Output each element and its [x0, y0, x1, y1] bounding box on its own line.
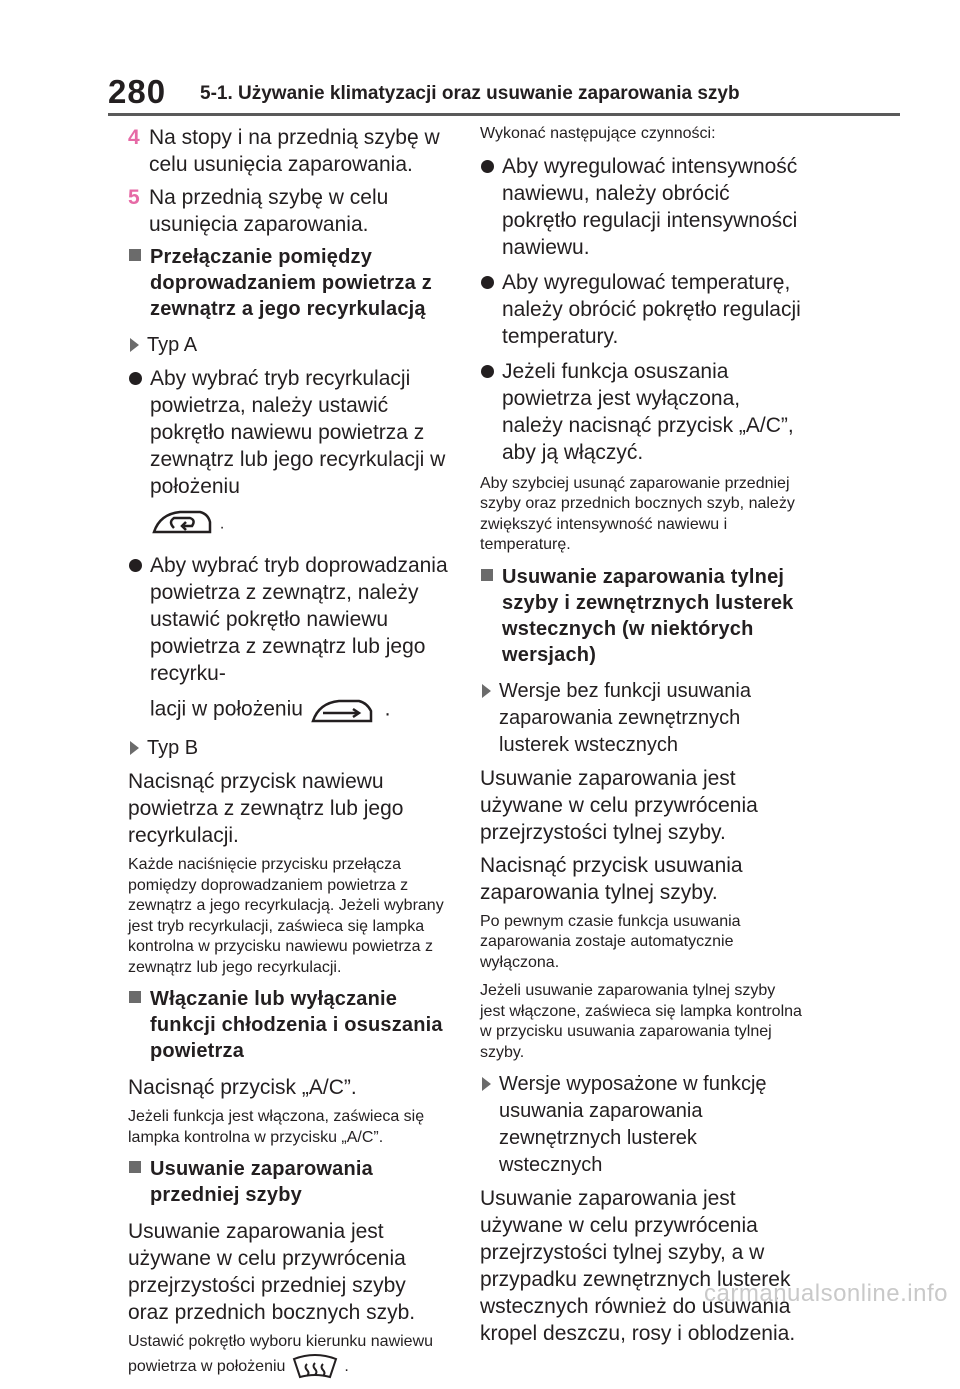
- left-column: [128, 124, 450, 1389]
- bullet-recirculation: [128, 365, 450, 544]
- bullet-text: Aby wyregulować temperaturę, należy obrócić pokrętło regulacji temperatury.: [502, 270, 801, 348]
- recirculation-mode-icon: [150, 506, 214, 540]
- type-text: Typ B: [147, 737, 199, 759]
- heading-text: Usuwanie zaparowania tylnej szyby i zewnętrznych lusterek wstecznych (w niektórych wersjach): [502, 565, 794, 666]
- list-item-4: [128, 124, 450, 178]
- header-divider: [108, 113, 900, 116]
- period: .: [344, 1357, 349, 1375]
- triangle-bullet-icon: [482, 1077, 491, 1091]
- square-bullet-icon: [481, 569, 493, 581]
- dot-bullet-icon: [129, 559, 142, 572]
- heading-ac: [128, 986, 450, 1064]
- period: .: [219, 515, 225, 533]
- bullet-dehumidify: [480, 358, 804, 466]
- item-number: 5: [128, 186, 140, 209]
- version-with-mirror-defog: [480, 1071, 804, 1179]
- section-title: 5-1. Używanie klimatyzacji oraz usuwanie zaparowania szyb: [200, 83, 740, 104]
- dot-bullet-icon: [129, 372, 142, 385]
- press-button-text: Nacisnąć przycisk nawiewu powietrza z zewnątrz lub jego recyrkulacji.: [128, 770, 404, 847]
- rear-defog-text-2: Usuwanie zaparowania jest używane w celu przywrócenia przejrzystości tylnej szyby, a w przypadku zewnętrznych lusterek wstecznych również do usuwania kropel deszczu, rosy i oblodzenia.: [480, 1187, 796, 1345]
- bullet-fan-speed: [480, 153, 804, 261]
- outside-air-mode-icon: [309, 693, 379, 727]
- page-header: [0, 0, 960, 120]
- bullet-text: Aby wybrać tryb recyrkulacji powietrza, należy ustawić pokrętło nawiewu powietrza z zewnątrz lub jego recyrkulacji w położeniu: [150, 367, 446, 498]
- press-ac-text: Nacisnąć przycisk „A/C”.: [128, 1076, 357, 1099]
- watermark: carmanualsonline.info: [704, 1280, 948, 1307]
- front-defog-note: [128, 1332, 450, 1381]
- square-bullet-icon: [129, 991, 141, 1003]
- dot-bullet-icon: [481, 365, 494, 378]
- bullet-temperature: [480, 269, 804, 350]
- note-lamp: Jeżeli usuwanie zaparowania tylnej szyby jest włączone, zaświeca się lampka kontrolna w przycisku usuwania zaparowania tylnej szyby.: [480, 982, 802, 1061]
- bullet-text-end: lacji w położeniu: [150, 697, 303, 721]
- bullet-outside-air: [128, 552, 450, 727]
- recirc-icon-line: [150, 506, 450, 544]
- outside-icon-line: [150, 693, 450, 727]
- bullet-text: Aby wybrać tryb doprowadzania powietrza z zewnątrz, należy ustawić pokrętło nawiewu powietrza z zewnątrz lub jego recyrku-: [150, 554, 448, 685]
- heading-text: Włączanie lub wyłączanie funkcji chłodzenia i osuszania powietrza: [150, 988, 443, 1062]
- triangle-bullet-icon: [482, 684, 491, 698]
- do-following-text: Wykonać następujące czynności:: [480, 125, 716, 142]
- item-text: Na stopy i na przednią szybę w celu usunięcia zaparowania.: [149, 126, 440, 176]
- dot-bullet-icon: [481, 160, 494, 173]
- heading-rear-defog: [480, 564, 804, 668]
- version-without-mirror-defog: [480, 678, 804, 759]
- type-b-label: [128, 735, 450, 762]
- square-bullet-icon: [129, 249, 141, 261]
- version-text: Wersje bez funkcji usuwania zaparowania zewnętrznych lusterek wstecznych: [499, 679, 751, 756]
- right-column: [480, 124, 804, 1353]
- note-auto-off: Po pewnym czasie funkcja usuwania zaparowania zostaje automatycznie wyłączona.: [480, 912, 741, 971]
- rear-defog-text-1: Usuwanie zaparowania jest używane w celu przywrócenia przejrzystości tylnej szyby.: [480, 766, 758, 844]
- heading-text: Przełączanie pomiędzy doprowadzaniem powietrza z zewnątrz a jego recyrkulacją: [150, 246, 432, 320]
- period: .: [384, 697, 391, 721]
- triangle-bullet-icon: [130, 741, 139, 755]
- windshield-defrost-icon: [290, 1353, 340, 1381]
- square-bullet-icon: [129, 1161, 141, 1173]
- page-number: 280: [108, 73, 167, 110]
- rear-press-text: Nacisnąć przycisk usuwania zaparowania tylnej szyby.: [480, 853, 743, 904]
- note-text: Ustawić pokrętło wyboru kierunku nawiewu powietrza w położeniu: [128, 1333, 434, 1375]
- list-item-5: [128, 184, 450, 238]
- dot-bullet-icon: [481, 276, 494, 289]
- note-ac: Jeżeli funkcja jest włączona, zaświeca się lampka kontrolna w przycisku „A/C”.: [128, 1108, 425, 1146]
- version-text: Wersje wyposażone w funkcję usuwania zaparowania zewnętrznych lusterek wstecznych: [499, 1073, 767, 1176]
- bullet-text: Jeżeli funkcja osuszania powietrza jest wyłączona, należy nacisnąć przycisk „A/C”, aby ją włączyć.: [502, 359, 794, 464]
- bullet-text: Aby wyregulować intensywność nawiewu, należy obrócić pokrętło regulacji intensywności nawiewu.: [502, 154, 798, 259]
- item-number: 4: [128, 126, 140, 149]
- note-quick-defog: Aby szybciej usunąć zaparowanie przedniej szyby oraz przednich bocznych szyb, należy zwiększyć intensywność nawiewu i temperaturę.: [480, 474, 795, 553]
- type-a-label: [128, 332, 450, 359]
- item-text: Na przednią szybę w celu usunięcia zaparowania.: [149, 186, 389, 236]
- heading-recirculation: [128, 244, 450, 322]
- triangle-bullet-icon: [130, 338, 139, 352]
- front-defog-text: Usuwanie zaparowania jest używane w celu przywrócenia przejrzystości przedniej szyby oraz przednich bocznych szyb.: [128, 1220, 416, 1324]
- heading-text: Usuwanie zaparowania przedniej szyby: [150, 1158, 373, 1206]
- heading-front-defog: [128, 1156, 450, 1208]
- note-recirculation: Każde naciśnięcie przycisku przełącza pomiędzy doprowadzaniem powietrza z zewnątrz a jego recyrkulacją. Jeżeli wybrany jest tryb recyrkulacji, zaświeca się lampka kontrolna w przycisku nawiewu powietrza z zewnątrz lub jego recyrkulacji.: [128, 856, 444, 976]
- type-text: Typ A: [147, 334, 198, 356]
